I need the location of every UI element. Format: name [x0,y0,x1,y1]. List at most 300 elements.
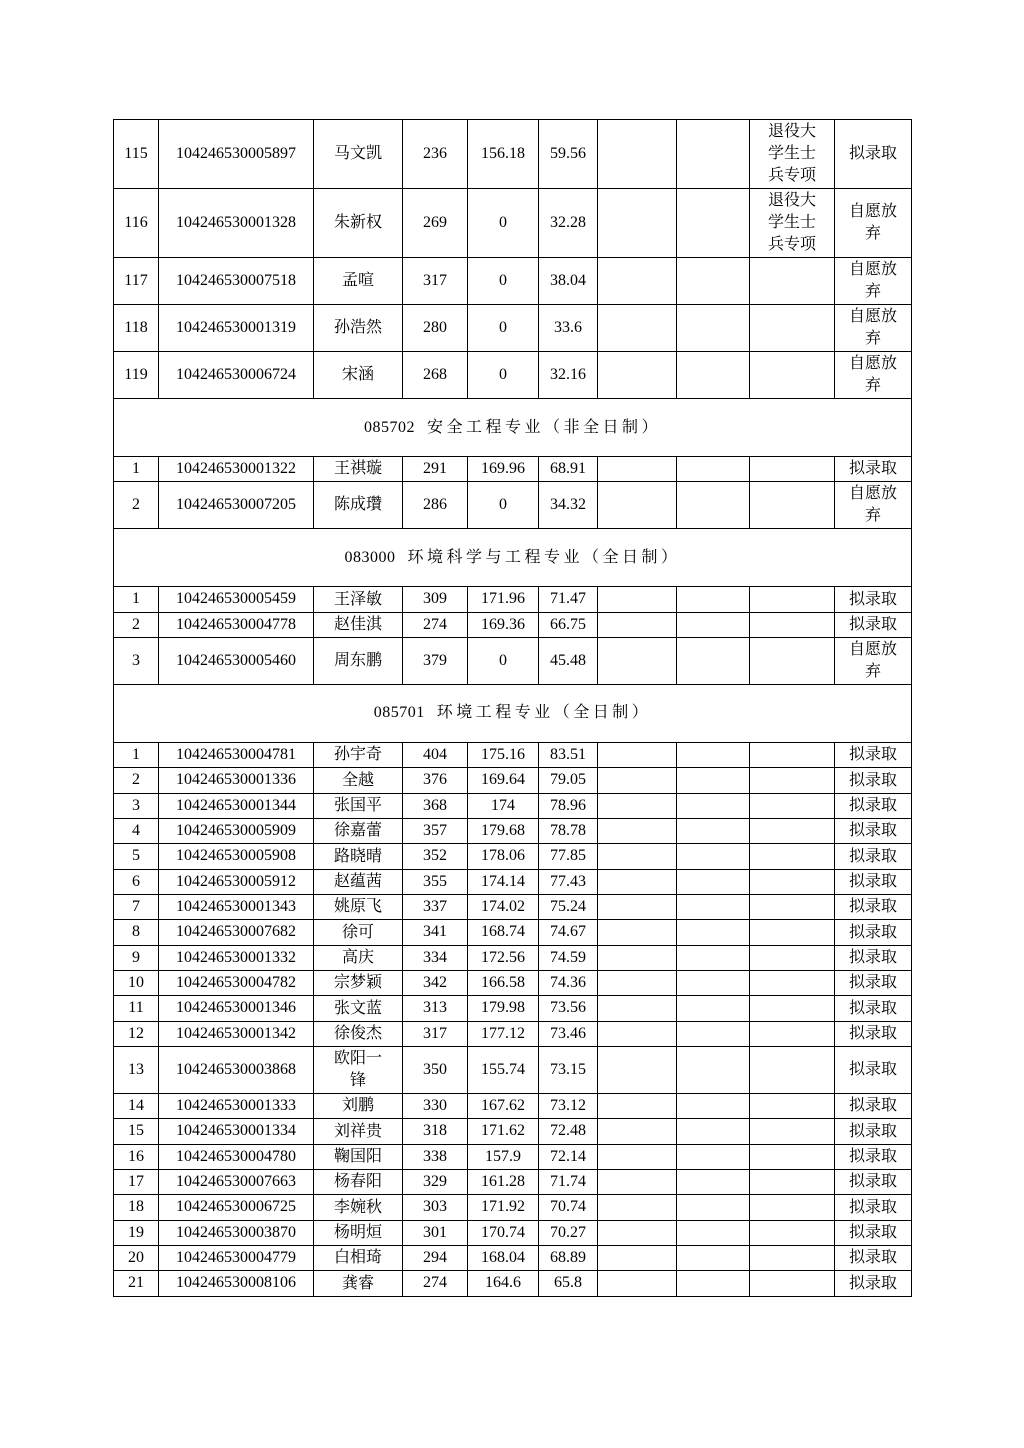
empty-cell [677,818,750,843]
initial-score-cell: 334 [403,945,468,970]
status-cell [835,305,912,352]
status-text: 拟录取 [848,1249,897,1267]
candidate-id-cell: 104246530001322 [159,457,314,482]
seq-cell: 11 [114,996,159,1021]
total-score-cell: 70.74 [539,1195,598,1220]
table-row [114,1271,912,1296]
remark-text: 退役大学生士兵专项 [767,192,816,253]
table-row [114,793,912,818]
initial-score-cell: 376 [403,768,468,793]
empty-cell [598,482,677,529]
seq-cell: 10 [114,970,159,995]
table-row [114,637,912,684]
status-text: 拟录取 [848,1024,897,1042]
retest-score-cell: 0 [468,189,539,258]
empty-cell [677,189,750,258]
retest-score-cell: 169.64 [468,768,539,793]
remark-cell [750,1093,835,1118]
status-cell [835,1169,912,1194]
empty-cell [598,612,677,637]
empty-cell [677,869,750,894]
name-text: 王祺璇 [333,460,382,478]
section-title: 环境工程专业（全日制） [436,704,652,722]
total-score-cell: 77.85 [539,844,598,869]
candidate-id-cell: 104246530003870 [159,1220,314,1245]
total-score-cell: 72.48 [539,1119,598,1144]
empty-cell [598,1046,677,1093]
seq-cell: 19 [114,1220,159,1245]
initial-score-cell: 280 [403,305,468,352]
remark-cell [750,482,835,529]
empty-cell [677,793,750,818]
empty-cell [677,1021,750,1046]
total-score-cell: 73.12 [539,1093,598,1118]
table-row [114,869,912,894]
status-cell [835,1021,912,1046]
name-cell [314,768,403,793]
status-cell [835,970,912,995]
status-text: 拟录取 [848,1122,897,1140]
retest-score-cell: 0 [468,352,539,399]
initial-score-cell: 301 [403,1220,468,1245]
total-score-cell: 77.43 [539,869,598,894]
remark-cell [750,637,835,684]
name-text: 刘祥贵 [333,1122,382,1140]
remark-cell [750,742,835,767]
table-row [114,768,912,793]
empty-cell [677,1046,750,1093]
empty-cell [677,1220,750,1245]
table-row [114,818,912,843]
name-cell [314,945,403,970]
name-text: 赵蕴茜 [333,872,382,890]
initial-score-cell: 329 [403,1169,468,1194]
section-title: 环境科学与工程专业（全日制） [407,548,681,566]
total-score-cell: 45.48 [539,637,598,684]
empty-cell [677,120,750,189]
initial-score-cell: 268 [403,352,468,399]
status-cell [835,612,912,637]
seq-cell: 4 [114,818,159,843]
candidate-id-cell: 104246530005897 [159,120,314,189]
name-text: 陈成瓚 [333,496,382,514]
name-cell [314,352,403,399]
empty-cell [598,768,677,793]
status-cell [835,189,912,258]
total-score-cell: 72.14 [539,1144,598,1169]
table-row [114,587,912,612]
retest-score-cell: 0 [468,637,539,684]
name-cell [314,894,403,919]
seq-cell: 18 [114,1195,159,1220]
candidate-id-cell: 104246530006724 [159,352,314,399]
status-text: 拟录取 [848,1173,897,1191]
table-row [114,945,912,970]
status-text: 拟录取 [848,974,897,992]
seq-cell: 5 [114,844,159,869]
retest-score-cell: 161.28 [468,1169,539,1194]
total-score-cell: 32.16 [539,352,598,399]
status-text: 拟录取 [848,1223,897,1241]
name-cell [314,482,403,529]
table-row [114,742,912,767]
table-row [114,1220,912,1245]
name-cell [314,457,403,482]
remark-cell [750,996,835,1021]
total-score-cell: 73.46 [539,1021,598,1046]
name-cell [314,920,403,945]
candidate-id-cell: 104246530008106 [159,1271,314,1296]
initial-score-cell: 330 [403,1093,468,1118]
initial-score-cell: 350 [403,1046,468,1093]
initial-score-cell: 341 [403,920,468,945]
section-header [114,529,912,587]
initial-score-cell: 303 [403,1195,468,1220]
seq-cell: 2 [114,612,159,637]
name-cell [314,189,403,258]
status-text: 拟录取 [848,1147,897,1165]
empty-cell [677,920,750,945]
status-text: 拟录取 [848,771,897,789]
table-row [114,1195,912,1220]
status-text: 拟录取 [848,822,897,840]
name-cell [314,120,403,189]
empty-cell [598,869,677,894]
empty-cell [677,1119,750,1144]
retest-score-cell: 174.02 [468,894,539,919]
initial-score-cell: 338 [403,1144,468,1169]
initial-score-cell: 318 [403,1119,468,1144]
candidate-id-cell: 104246530005460 [159,637,314,684]
name-text: 刘鹏 [341,1097,374,1115]
remark-cell [750,970,835,995]
table-row [114,1245,912,1270]
name-cell [314,1119,403,1144]
remark-cell [750,844,835,869]
total-score-cell: 73.56 [539,996,598,1021]
status-cell [835,352,912,399]
seq-cell: 1 [114,587,159,612]
initial-score-cell: 342 [403,970,468,995]
retest-score-cell: 171.96 [468,587,539,612]
name-cell [314,1195,403,1220]
total-score-cell: 74.67 [539,920,598,945]
empty-cell [598,637,677,684]
initial-score-cell: 357 [403,818,468,843]
table-row [114,894,912,919]
retest-score-cell: 157.9 [468,1144,539,1169]
total-score-cell: 33.6 [539,305,598,352]
retest-score-cell: 168.04 [468,1245,539,1270]
empty-cell [677,1245,750,1270]
empty-cell [677,637,750,684]
name-text: 白相琦 [333,1249,382,1267]
retest-score-cell: 0 [468,258,539,305]
name-text: 徐俊杰 [333,1024,382,1042]
name-text: 宋涵 [341,366,374,384]
status-cell [835,457,912,482]
seq-cell: 14 [114,1093,159,1118]
name-text: 高庆 [341,948,374,966]
total-score-cell: 71.74 [539,1169,598,1194]
seq-cell: 12 [114,1021,159,1046]
status-text: 自愿放弃 [848,261,897,300]
seq-cell: 2 [114,482,159,529]
empty-cell [598,1021,677,1046]
status-text: 自愿放弃 [848,203,897,242]
remark-cell [750,258,835,305]
table-row [114,970,912,995]
empty-cell [677,768,750,793]
status-text: 自愿放弃 [848,640,897,680]
retest-score-cell: 171.92 [468,1195,539,1220]
empty-cell [598,258,677,305]
retest-score-cell: 155.74 [468,1046,539,1093]
empty-cell [677,1271,750,1296]
remark-cell [750,587,835,612]
candidate-id-cell: 104246530006725 [159,1195,314,1220]
retest-score-cell: 167.62 [468,1093,539,1118]
remark-cell [750,869,835,894]
section-header [114,684,912,742]
status-cell [835,1119,912,1144]
status-cell [835,844,912,869]
table-row [114,120,912,189]
status-text: 拟录取 [848,615,897,633]
empty-cell [677,482,750,529]
name-text: 鞠国阳 [333,1147,382,1165]
status-cell [835,945,912,970]
total-score-cell: 73.15 [539,1046,598,1093]
retest-score-cell: 179.68 [468,818,539,843]
status-cell [835,1245,912,1270]
retest-score-cell: 170.74 [468,1220,539,1245]
retest-score-cell: 178.06 [468,844,539,869]
empty-cell [677,1093,750,1118]
remark-cell [750,1271,835,1296]
remark-cell [750,818,835,843]
candidate-id-cell: 104246530001342 [159,1021,314,1046]
empty-cell [677,258,750,305]
name-text: 孟喧 [341,272,374,290]
name-text: 李婉秋 [333,1198,382,1216]
status-cell [835,120,912,189]
initial-score-cell: 236 [403,120,468,189]
name-text: 姚原飞 [333,898,382,916]
status-text: 自愿放弃 [848,355,897,394]
initial-score-cell: 274 [403,612,468,637]
status-text: 拟录取 [848,796,897,814]
total-score-cell: 32.28 [539,189,598,258]
remark-cell [750,920,835,945]
table-row [114,482,912,529]
total-score-cell: 74.59 [539,945,598,970]
status-cell [835,894,912,919]
empty-cell [598,920,677,945]
name-cell [314,1021,403,1046]
status-cell [835,1046,912,1093]
status-cell [835,258,912,305]
name-text: 张文蓝 [333,999,382,1017]
remark-cell [750,1021,835,1046]
section-header-row [114,399,912,457]
status-text: 自愿放弃 [848,308,897,347]
candidate-id-cell: 104246530001346 [159,996,314,1021]
status-text: 拟录取 [848,948,897,966]
seq-cell: 119 [114,352,159,399]
retest-score-cell: 164.6 [468,1271,539,1296]
status-cell [835,1271,912,1296]
candidate-id-cell: 104246530001344 [159,793,314,818]
seq-cell: 3 [114,637,159,684]
seq-cell: 2 [114,768,159,793]
empty-cell [598,1220,677,1245]
total-score-cell: 34.32 [539,482,598,529]
total-score-cell: 78.96 [539,793,598,818]
retest-score-cell: 156.18 [468,120,539,189]
status-text: 拟录取 [848,1198,897,1216]
seq-cell: 15 [114,1119,159,1144]
name-text: 王泽敏 [333,590,382,608]
initial-score-cell: 317 [403,258,468,305]
seq-cell: 1 [114,742,159,767]
seq-cell: 6 [114,869,159,894]
name-text: 马文凯 [333,145,382,163]
name-cell [314,793,403,818]
remark-cell [750,189,835,258]
empty-cell [598,352,677,399]
empty-cell [598,894,677,919]
empty-cell [598,305,677,352]
status-cell [835,637,912,684]
status-text: 拟录取 [848,923,897,941]
status-cell [835,869,912,894]
status-cell [835,793,912,818]
status-text: 拟录取 [848,145,897,163]
retest-score-cell: 168.74 [468,920,539,945]
total-score-cell: 83.51 [539,742,598,767]
seq-cell: 1 [114,457,159,482]
candidate-id-cell: 104246530001336 [159,768,314,793]
remark-text: 退役大学生士兵专项 [767,123,816,184]
empty-cell [677,996,750,1021]
empty-cell [677,970,750,995]
total-score-cell: 70.27 [539,1220,598,1245]
name-cell [314,818,403,843]
initial-score-cell: 291 [403,457,468,482]
seq-cell: 16 [114,1144,159,1169]
candidate-id-cell: 104246530007518 [159,258,314,305]
name-text: 杨明烜 [333,1223,382,1241]
candidate-id-cell: 104246530004781 [159,742,314,767]
retest-score-cell: 169.96 [468,457,539,482]
initial-score-cell: 309 [403,587,468,612]
initial-score-cell: 352 [403,844,468,869]
seq-cell: 17 [114,1169,159,1194]
name-cell [314,1093,403,1118]
table-row [114,844,912,869]
candidate-id-cell: 104246530001343 [159,894,314,919]
empty-cell [598,1144,677,1169]
table-row [114,920,912,945]
seq-cell: 115 [114,120,159,189]
table-row [114,1119,912,1144]
table-row [114,305,912,352]
retest-score-cell: 171.62 [468,1119,539,1144]
name-cell [314,258,403,305]
table-row [114,258,912,305]
seq-cell: 13 [114,1046,159,1093]
candidate-id-cell: 104246530007663 [159,1169,314,1194]
status-text: 拟录取 [848,1097,897,1115]
status-cell [835,1093,912,1118]
total-score-cell: 74.36 [539,970,598,995]
remark-cell [750,793,835,818]
remark-cell [750,120,835,189]
remark-cell [750,305,835,352]
seq-cell: 118 [114,305,159,352]
candidate-id-cell: 104246530005912 [159,869,314,894]
empty-cell [677,1195,750,1220]
retest-score-cell: 174 [468,793,539,818]
empty-cell [677,945,750,970]
retest-score-cell: 177.12 [468,1021,539,1046]
name-cell [314,1169,403,1194]
total-score-cell: 68.89 [539,1245,598,1270]
remark-cell [750,352,835,399]
seq-cell: 7 [114,894,159,919]
empty-cell [598,1169,677,1194]
total-score-cell: 78.78 [539,818,598,843]
name-cell [314,996,403,1021]
table-row [114,1144,912,1169]
status-cell [835,1195,912,1220]
name-text: 欧阳一锋 [333,1049,382,1089]
total-score-cell: 66.75 [539,612,598,637]
status-cell [835,587,912,612]
empty-cell [677,742,750,767]
name-text: 徐可 [341,923,374,941]
seq-cell: 117 [114,258,159,305]
candidate-id-cell: 104246530003868 [159,1046,314,1093]
section-code: 083000 [344,548,396,566]
empty-cell [677,844,750,869]
empty-cell [598,120,677,189]
empty-cell [677,894,750,919]
status-text: 拟录取 [848,1274,897,1292]
remark-cell [750,945,835,970]
total-score-cell: 68.91 [539,457,598,482]
empty-cell [598,818,677,843]
initial-score-cell: 317 [403,1021,468,1046]
name-text: 路晓晴 [333,847,382,865]
status-cell [835,482,912,529]
name-cell [314,869,403,894]
empty-cell [677,352,750,399]
empty-cell [598,793,677,818]
status-text: 拟录取 [848,460,897,478]
candidate-id-cell: 104246530004780 [159,1144,314,1169]
status-cell [835,768,912,793]
name-cell [314,1245,403,1270]
initial-score-cell: 379 [403,637,468,684]
candidate-id-cell: 104246530001328 [159,189,314,258]
name-text: 全越 [341,771,374,789]
initial-score-cell: 313 [403,996,468,1021]
empty-cell [598,1271,677,1296]
initial-score-cell: 404 [403,742,468,767]
remark-cell [750,1220,835,1245]
